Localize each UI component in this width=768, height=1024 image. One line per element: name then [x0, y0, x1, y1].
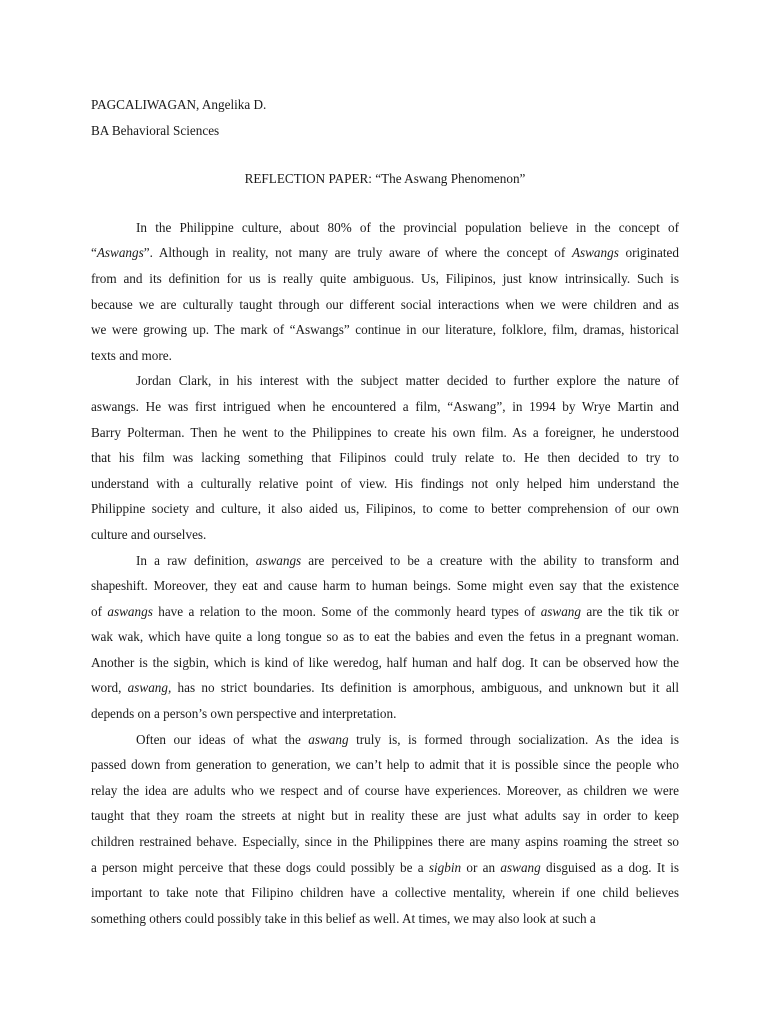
text-line: children restrained behave. Especially, since in the Philippines there are many aspins roaming the street so [91, 834, 679, 850]
text-line: important to take note that Filipino children have a collective mentality, wherein if one child believes [91, 885, 679, 901]
text-line: Jordan Clark, in his interest with the subject matter decided to further explore the nature of [136, 373, 679, 389]
document-page [91, 92, 679, 931]
text-line: texts and more. [91, 347, 172, 363]
text-line: In the Philippine culture, about 80% of the provincial population believe in the concept of [136, 219, 679, 235]
text-line: passed down from generation to generation, we can’t help to admit that it is possible since the people who [91, 757, 679, 773]
text-line: Philippine society and culture, it also aided us, Filipinos, to come to better comprehension of our own [91, 501, 679, 517]
text-line: relay the idea are adults who we respect and of course have experiences. Moreover, as children we were [91, 782, 679, 798]
paragraph-3 [91, 548, 679, 727]
author-program: BA Behavioral Sciences [91, 122, 220, 138]
paragraph-1 [91, 215, 679, 369]
text-line: something others could possibly take in this belief as well. At times, we may also look at such a [91, 910, 596, 926]
text-line: aswangs. He was first intrigued when he encountered a film, “Aswang”, in 1994 by Wrye Martin and [91, 398, 679, 414]
text-line: Often our ideas of what the aswang truly is, is formed through socialization. As the idea is [136, 731, 679, 747]
author-name: PAGCALIWAGAN, Angelika D. [91, 97, 267, 112]
text-line: from and its definition for us is really quite ambiguous. Us, Filipinos, just know intrinsically. Such is [91, 270, 679, 286]
text-line: In a raw definition, aswangs are perceived to be a creature with the ability to transform and [136, 552, 679, 568]
text-line: Another is the sigbin, which is kind of like weredog, half human and half dog. It can be observed how the [91, 654, 679, 670]
text-line: depends on a person’s own perspective and interpretation. [91, 706, 397, 722]
text-line: culture and ourselves. [91, 526, 207, 542]
text-line: understand with a culturally relative point of view. His findings not only helped him understand the [91, 475, 679, 491]
text-line: word, aswang, has no strict boundaries. Its definition is amorphous, ambiguous, and unknown but it all [91, 680, 679, 696]
text-line: Barry Polterman. Then he went to the Philippines to create his own film. As a foreigner, he understood [91, 424, 679, 440]
text-line: wak wak, which have quite a long tongue so as to eat the babies and even the fetus in a pregnant woman. [91, 629, 679, 645]
text-line: because we are culturally taught through our different social interactions when we were children and as [91, 296, 679, 312]
text-line: of aswangs have a relation to the moon. Some of the commonly heard types of aswang are the tik tik or [91, 603, 679, 619]
paper-title: REFLECTION PAPER: “The Aswang Phenomenon” [244, 171, 526, 187]
paragraph-2 [91, 368, 679, 547]
text-line: a person might perceive that these dogs could possibly be a sigbin or an aswang disguised as a dog. It is [91, 859, 680, 875]
text-line: we were growing up. The mark of “Aswangs” continue in our literature, folklore, film, dramas, historical [91, 322, 679, 338]
text-line: “Aswangs”. Although in reality, not many are truly aware of where the concept of Aswangs originated [91, 245, 679, 261]
text-line: taught that they roam the streets at night but in reality these are just what adults say in order to keep [91, 808, 679, 824]
paragraph-4 [91, 727, 679, 932]
text-line: that his film was lacking something that Filipinos could truly relate to. He then decided to try to [91, 450, 679, 466]
text-line: shapeshift. Moreover, they eat and cause harm to human beings. Some might even say that the existence [91, 578, 679, 594]
